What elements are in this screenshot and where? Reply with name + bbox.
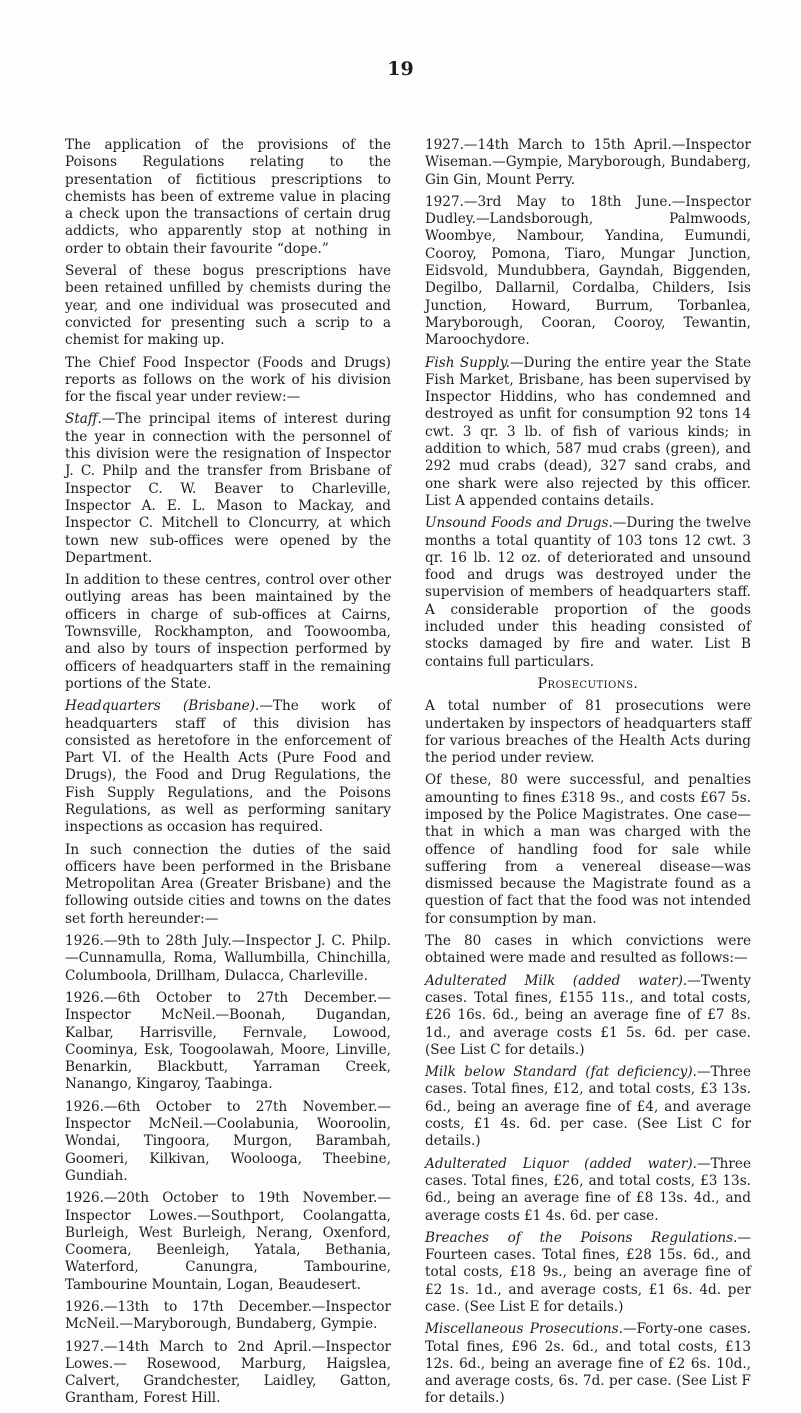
paragraph-text: —Forty-one cases. Total fines, £96 2s. 6d., and total costs, £13 12s. 6d., being an average fine of £2 6s. 10d., and average costs, 6s. 7d. per case. (See List F for details.) bbox=[425, 1321, 751, 1407]
paragraph-text: Of these, 80 were successful, and penalties amounting to fines £318 9s., and costs £67 5s. imposed by the Police Magistrates. One case—that in which a man was charged with the offence of handling food for sale while suffering from a venereal disease—was dismissed because the Magistrate found as a question of fact that the food was not intended for consumption by man. bbox=[425, 772, 751, 927]
paragraph bbox=[65, 1190, 391, 1294]
paragraph bbox=[65, 842, 391, 928]
paragraph-text: The 80 cases in which convictions were obtained were made and resulted as follows:— bbox=[425, 933, 751, 967]
paragraph-text: —The work of headquarters staff of this division has consisted as heretofore in the enforcement of Part VI. of the Health Acts (Pure Food and Drugs), the Food and Drug Regulations, the Fish Supply Regulations, and the Poisons Regulations, as well as performing sanitary inspections as occasion has required. bbox=[65, 698, 392, 836]
paragraph-lead: Staff. bbox=[65, 411, 102, 428]
paragraph-lead: Fish Supply. bbox=[425, 354, 510, 371]
paragraph-text: —Twenty cases. Total fines, £155 11s., and total costs, £26 16s. 6d., being an average fine of £7 8s. 1d., and average costs £1 5s. 6d. per case. (See List C for details.) bbox=[425, 972, 751, 1058]
paragraph bbox=[425, 515, 751, 671]
paragraph bbox=[425, 194, 751, 350]
paragraph bbox=[425, 973, 751, 1059]
paragraph-text: 1926.—6th October to 27th December.—Inspector McNeil.—Boonah, Dugandan, Kalbar, Harrisville, Fernvale, Lowood, Coominya, Esk, Toogoolawah, Moore, Linville, Benarkin, Blackbutt, Yarraman Creek, Nanango, Kingaroy, Taabinga. bbox=[65, 989, 391, 1093]
paragraph-lead: Adulterated Liquor (added water). bbox=[425, 1155, 697, 1172]
paragraph bbox=[425, 933, 751, 968]
paragraph-text: —Three cases. Total fines, £26, and total costs, £3 13s. 6d., being an average fine of £8 13s. 4d., and average costs £1 4s. 6d. per case. bbox=[425, 1155, 751, 1224]
paragraph-lead: Miscellaneous Prosecutions. bbox=[425, 1321, 623, 1338]
paragraph bbox=[425, 772, 751, 928]
paragraph bbox=[65, 355, 391, 407]
paragraph-text: —During the twelve months a total quantity of 103 tons 12 cwt. 3 qr. 16 lb. 12 oz. of deteriorated and unsound food and drugs was destroyed under the supervision of members of headquarters staff. A considerable proportion of the goods included under this heading consisted of stocks damaged by fire and water. List B contains full particulars. bbox=[425, 515, 751, 670]
paragraph-text: 1926.—9th to 28th July.—Inspector J. C. Philp.—Cunnamulla, Roma, Wallumbilla, Chinchilla, Columboola, Drillham, Dulacca, Charleville. bbox=[65, 933, 391, 984]
page-number: 19 bbox=[387, 58, 414, 80]
paragraph-text: 1927.—14th March to 2nd April.—Inspector Lowes.— Rosewood, Marburg, Haigslea, Calvert, Grandchester, Laidley, Gatton, Grantham, Forest Hill. bbox=[65, 1338, 391, 1407]
paragraph-text: —Fourteen cases. Total fines, £28 15s. 6d., and total costs, £18 9s., being an average fine of £2 1s. 1d., and average costs, £1 6s. 4d. per case. (See List E for details.) bbox=[425, 1229, 751, 1315]
paragraph bbox=[65, 411, 391, 567]
paragraph bbox=[425, 1156, 751, 1225]
paragraph-text: In such connection the duties of the said officers have been performed in the Brisbane Metropolitan Area (Greater Brisbane) and the following outside cities and towns on the dates set forth hereunder:— bbox=[65, 841, 391, 927]
paragraph-lead: Breaches of the Poisons Regulations. bbox=[425, 1229, 738, 1246]
paragraph-text: Several of these bogus prescriptions have been retained unfilled by chemists during the year, and one individual was prosecuted and convicted for presenting such a scrip to a chemist for making up. bbox=[65, 263, 391, 349]
paragraph bbox=[65, 1099, 391, 1185]
paragraph bbox=[65, 1339, 391, 1408]
paragraph bbox=[65, 698, 391, 836]
paragraph-lead: Headquarters (Brisbane). bbox=[65, 698, 260, 715]
paragraph bbox=[425, 1321, 751, 1407]
paragraph bbox=[65, 1299, 391, 1334]
paragraph bbox=[65, 933, 391, 985]
paragraph-text: 1927.—14th March to 15th April.—Inspector Wiseman.—Gympie, Maryborough, Bundaberg, Gin Gin, Mount Perry. bbox=[425, 137, 751, 188]
paragraph-lead: Adulterated Milk (added water). bbox=[425, 972, 688, 989]
paragraph bbox=[425, 1230, 751, 1316]
section-heading: Prosecutions. bbox=[537, 675, 639, 692]
paragraph bbox=[425, 137, 751, 189]
paragraph bbox=[425, 698, 751, 767]
paragraph-text: 1926.—6th October to 27th November.—Inspector McNeil.—Coolabunia, Wooroolin, Wondai, Tingoora, Murgon, Barambah, Goomeri, Kilkivan, Woolooga, Theebine, Gundiah. bbox=[65, 1098, 391, 1184]
paragraph bbox=[65, 572, 391, 693]
paragraph-text: 1926.—20th October to 19th November.—Inspector Lowes.—Southport, Coolangatta, Burleigh, West Burleigh, Nerang, Oxenford, Coomera, Beenleigh, Yatala, Bethania, Waterford, Canungra, Tambourine, Tambourine Mountain, Logan, Beaudesert. bbox=[65, 1190, 391, 1293]
paragraph-text: —The principal items of interest during the year in connection with the personnel of this division were the resignation of Inspector J. C. Philp and the transfer from Brisbane of Inspector C. W. Beaver to Charleville, Inspector A. E. L. Mason to Mackay, and Inspector C. Mitchell to Cloncurry, at which town new sub-offices were opened by the Department. bbox=[65, 411, 391, 566]
paragraph bbox=[65, 263, 391, 349]
paragraph bbox=[425, 1064, 751, 1150]
paragraph-lead: Milk below Standard (fat deficiency). bbox=[425, 1064, 697, 1081]
paragraph-text: The Chief Food Inspector (Foods and Drugs) reports as follows on the work of his division for the fiscal year under review:— bbox=[65, 354, 391, 406]
paragraph-text: —Three cases. Total fines, £12, and total costs, £3 13s. 6d., being an average fine of £4, and average costs, £1 4s. 6d. per case. (See List C for details.) bbox=[425, 1064, 751, 1150]
paragraph bbox=[65, 990, 391, 1094]
right-column bbox=[425, 137, 751, 1413]
paragraph-lead: Unsound Foods and Drugs. bbox=[425, 515, 613, 532]
paragraph bbox=[65, 137, 391, 258]
paragraph bbox=[425, 355, 751, 511]
paragraph-text: In addition to these centres, control over other outlying areas has been maintained by the officers in charge of sub-offices at Cairns, Townsville, Rockhampton, and Toowoomba, and also by tours of inspection performed by officers of headquarters staff in the remaining portions of the State. bbox=[65, 572, 391, 692]
paragraph-text: —During the entire year the State Fish Market, Brisbane, has been supervised by Inspector Hiddins, who has condemned and destroyed as unfit for consumption 92 tons 14 cwt. 3 qr. 3 lb. of fish of various kinds; in addition to which, 587 mud crabs (green), and 292 mud crabs (dead), 327 sand crabs, and one shark were also rejected by this officer. List A appended contains details. bbox=[425, 354, 751, 509]
paragraph-text: The application of the provisions of the Poisons Regulations relating to the presentation of fictitious prescriptions to chemists has been of extreme value in placing a check upon the transactions of certain drug addicts, who apparently stop at nothing in order to obtain their favourite “dope.” bbox=[65, 137, 391, 257]
paragraph-text: 1927.—3rd May to 18th June.—Inspector Dudley.—Landsborough, Palmwoods, Woombye, Nambour, Yandina, Eumundi, Cooroy, Pomona, Tiaro, Mungar Junction, Eidsvold, Mundubbera, Gayndah, Biggenden, Degilbo, Dallarnil, Cordalba, Childers, Isis Junction, Howard, Burrum, Torbanlea, Maryborough, Cooran, Cooroy, Tewantin, Maroochydore. bbox=[425, 193, 751, 349]
paragraph-text: A total number of 81 prosecutions were undertaken by inspectors of headquarters staff for various breaches of the Health Acts during the period under review. bbox=[425, 698, 751, 767]
left-column bbox=[65, 137, 391, 1413]
paragraph-text: 1926.—13th to 17th December.—Inspector McNeil.—Maryborough, Bundaberg, Gympie. bbox=[65, 1299, 391, 1333]
